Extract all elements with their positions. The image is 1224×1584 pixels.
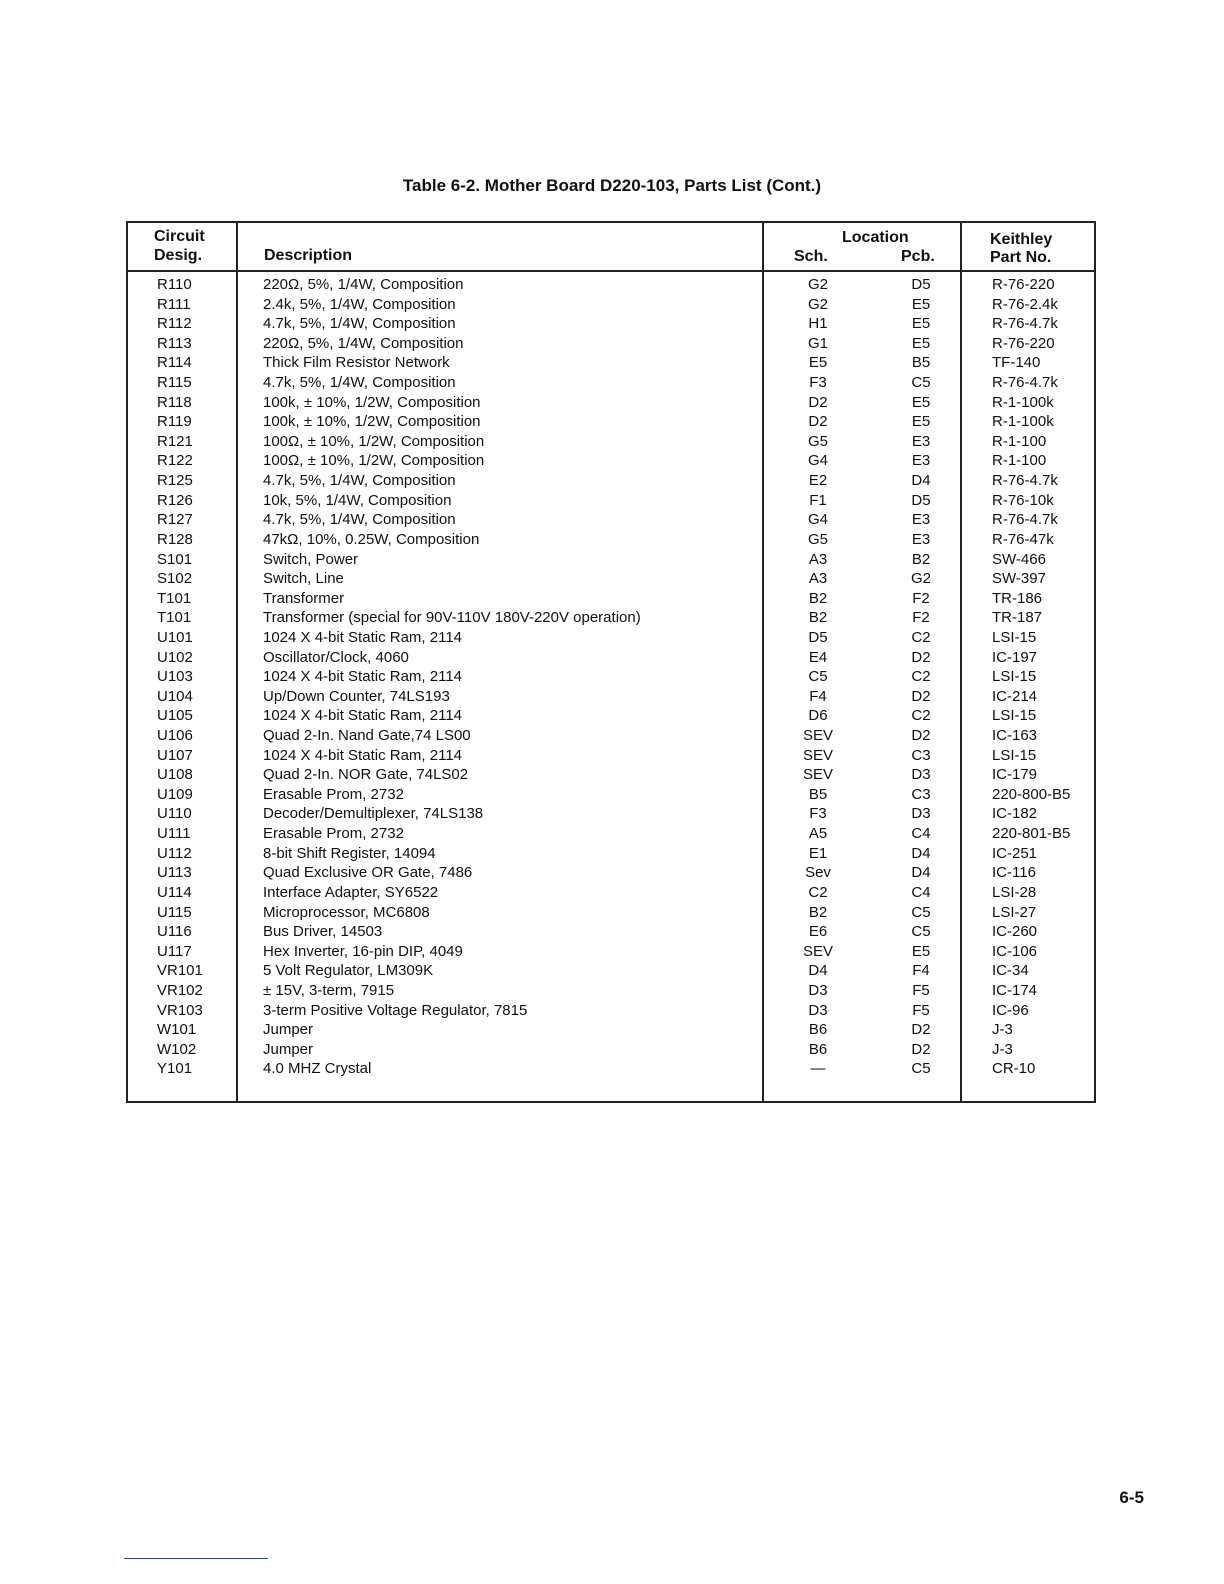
table-row bbox=[128, 393, 1094, 413]
table-row bbox=[128, 314, 1094, 334]
cell-sch: D3 bbox=[808, 981, 828, 999]
cell-desig: U103 bbox=[157, 668, 193, 686]
cell-sch: D2 bbox=[808, 413, 828, 431]
cell-sch: D4 bbox=[808, 962, 828, 980]
cell-pcb: D2 bbox=[911, 648, 931, 666]
cell-desig: U111 bbox=[157, 825, 191, 843]
cell-desig: U102 bbox=[157, 648, 193, 666]
cell-part-no: IC-174 bbox=[992, 981, 1038, 999]
table-body bbox=[128, 275, 1094, 1079]
cell-desig: R119 bbox=[157, 413, 192, 431]
table-row bbox=[128, 648, 1094, 668]
cell-desig: U104 bbox=[157, 687, 193, 705]
cell-pcb: C5 bbox=[911, 374, 931, 392]
cell-desig: R128 bbox=[157, 530, 193, 548]
cell-description: Oscillator/Clock, 4060 bbox=[263, 648, 409, 666]
cell-part-no: LSI-15 bbox=[992, 668, 1037, 686]
cell-desig: R115 bbox=[157, 374, 192, 392]
cell-description: Transformer bbox=[263, 589, 345, 607]
cell-description: Erasable Prom, 2732 bbox=[263, 785, 404, 803]
table-row bbox=[128, 726, 1094, 746]
cell-part-no: IC-251 bbox=[992, 844, 1038, 862]
cell-description: 2.4k, 5%, 1/4W, Composition bbox=[263, 295, 456, 313]
cell-pcb: D2 bbox=[911, 1040, 931, 1058]
cell-desig: W101 bbox=[157, 1021, 197, 1039]
cell-desig: Y101 bbox=[157, 1060, 193, 1078]
table-title: Table 6-2. Mother Board D220-103, Parts List (Cont.) bbox=[402, 176, 822, 195]
cell-pcb: G2 bbox=[910, 570, 931, 588]
cell-part-no: R-76-4.7k bbox=[992, 374, 1058, 392]
cell-desig: U106 bbox=[157, 727, 193, 745]
header-part-no: Part No. bbox=[990, 249, 1052, 266]
cell-desig: W102 bbox=[157, 1040, 197, 1058]
cell-desig: U115 bbox=[157, 903, 192, 921]
cell-sch: E6 bbox=[808, 923, 828, 941]
table-row bbox=[128, 1040, 1094, 1060]
table-row bbox=[128, 1020, 1094, 1040]
table-row bbox=[128, 863, 1094, 883]
cell-pcb: E3 bbox=[911, 511, 931, 529]
cell-sch: C5 bbox=[808, 668, 828, 686]
cell-pcb: D2 bbox=[911, 1021, 931, 1039]
cell-description: Up/Down Counter, 74LS193 bbox=[263, 687, 450, 705]
cell-description: Transformer (special for 90V-110V 180V-220V operation) bbox=[263, 609, 641, 627]
cell-pcb: F2 bbox=[912, 609, 930, 627]
table-row bbox=[128, 471, 1094, 491]
cell-part-no: R-76-4.7k bbox=[992, 315, 1058, 333]
cell-part-no: IC-116 bbox=[992, 864, 1036, 882]
cell-description: Jumper bbox=[263, 1040, 314, 1058]
cell-part-no: LSI-15 bbox=[992, 628, 1037, 646]
cell-part-no: R-1-100k bbox=[992, 393, 1054, 411]
cell-part-no: IC-106 bbox=[992, 942, 1038, 960]
header-circuit: Circuit bbox=[154, 228, 205, 245]
cell-sch: SEV bbox=[802, 746, 833, 764]
cell-desig: S102 bbox=[157, 570, 193, 588]
cell-desig: U117 bbox=[157, 942, 192, 960]
cell-sch: D2 bbox=[808, 393, 828, 411]
cell-desig: S101 bbox=[157, 550, 193, 568]
table-row bbox=[128, 961, 1094, 981]
cell-sch: B2 bbox=[808, 903, 828, 921]
cell-desig: U108 bbox=[157, 766, 193, 784]
cell-desig: VR103 bbox=[157, 1001, 203, 1019]
cell-desig: R122 bbox=[157, 452, 193, 470]
cell-part-no: R-1-100 bbox=[992, 432, 1047, 450]
cell-part-no: SW-397 bbox=[992, 570, 1046, 588]
cell-sch: B6 bbox=[808, 1021, 828, 1039]
cell-part-no: TR-187 bbox=[992, 609, 1043, 627]
table-row bbox=[128, 981, 1094, 1001]
cell-part-no: IC-197 bbox=[992, 648, 1038, 666]
cell-description: Thick Film Resistor Network bbox=[263, 354, 450, 372]
cell-description: 220Ω, 5%, 1/4W, Composition bbox=[263, 276, 464, 293]
cell-description: 4.0 MHZ Crystal bbox=[263, 1060, 372, 1078]
cell-part-no: SW-466 bbox=[992, 550, 1046, 568]
cell-description: 220Ω, 5%, 1/4W, Composition bbox=[263, 334, 464, 352]
cell-part-no: CR-10 bbox=[992, 1060, 1036, 1078]
cell-part-no: IC-182 bbox=[992, 805, 1038, 823]
cell-description: 4.7k, 5%, 1/4W, Composition bbox=[263, 472, 456, 490]
header-description: Description bbox=[264, 247, 353, 264]
table-row bbox=[128, 608, 1094, 628]
cell-sch: F4 bbox=[809, 687, 827, 705]
cell-part-no: IC-179 bbox=[992, 766, 1038, 784]
cell-description: Jumper bbox=[263, 1021, 314, 1039]
cell-pcb: D5 bbox=[911, 491, 931, 509]
cell-desig: R126 bbox=[157, 491, 193, 509]
cell-description: 8-bit Shift Register, 14094 bbox=[263, 844, 436, 862]
cell-pcb: C5 bbox=[911, 903, 931, 921]
table-row bbox=[128, 628, 1094, 648]
cell-description: Quad 2-In. Nand Gate,74 LS00 bbox=[263, 727, 471, 745]
cell-desig: R114 bbox=[157, 354, 192, 372]
cell-description: Bus Driver, 14503 bbox=[263, 923, 383, 941]
table-row bbox=[128, 667, 1094, 687]
cell-sch: G5 bbox=[807, 432, 828, 450]
cell-sch: G4 bbox=[807, 511, 828, 529]
table-row bbox=[128, 569, 1094, 589]
cell-desig: U113 bbox=[157, 864, 192, 882]
cell-description: Interface Adapter, SY6522 bbox=[263, 883, 439, 901]
table-row bbox=[128, 550, 1094, 570]
cell-pcb: D3 bbox=[911, 766, 931, 784]
cell-desig: U116 bbox=[157, 923, 192, 941]
cell-description: 100Ω, ± 10%, 1/2W, Composition bbox=[263, 432, 485, 450]
cell-part-no: R-76-220 bbox=[992, 334, 1055, 352]
cell-description: Hex Inverter, 16-pin DIP, 4049 bbox=[263, 942, 463, 960]
cell-part-no: R-1-100k bbox=[992, 413, 1054, 431]
cell-desig: U112 bbox=[157, 844, 192, 862]
cell-desig: U109 bbox=[157, 785, 193, 803]
cell-description: 1024 X 4-bit Static Ram, 2114 bbox=[263, 628, 462, 646]
cell-part-no: R-76-220 bbox=[992, 276, 1055, 293]
cell-sch: SEV bbox=[802, 766, 833, 784]
header-desig: Desig. bbox=[154, 247, 203, 264]
table-row bbox=[128, 942, 1094, 962]
cell-pcb: D4 bbox=[911, 472, 931, 490]
cell-description: Switch, Power bbox=[263, 550, 359, 568]
cell-pcb: C2 bbox=[911, 707, 931, 725]
table-row bbox=[128, 353, 1094, 373]
table-row bbox=[128, 922, 1094, 942]
cell-sch: C2 bbox=[808, 883, 828, 901]
cell-sch: D5 bbox=[808, 628, 828, 646]
cell-sch: G2 bbox=[807, 295, 828, 313]
table-row bbox=[128, 589, 1094, 609]
cell-desig: U114 bbox=[157, 883, 192, 901]
header-sch: Sch. bbox=[794, 248, 828, 265]
cell-pcb: E5 bbox=[911, 315, 931, 333]
cell-sch: E4 bbox=[808, 648, 828, 666]
cell-pcb: C2 bbox=[911, 668, 931, 686]
cell-pcb: D2 bbox=[911, 727, 931, 745]
cell-description: 100k, ± 10%, 1/2W, Composition bbox=[263, 413, 481, 431]
cell-pcb: E5 bbox=[911, 942, 931, 960]
cell-sch: E5 bbox=[808, 354, 828, 372]
cell-pcb: B5 bbox=[911, 354, 931, 372]
cell-desig: R113 bbox=[157, 334, 192, 352]
cell-sch: B6 bbox=[808, 1040, 828, 1058]
cell-part-no: R-76-10k bbox=[992, 491, 1054, 509]
cell-description: 1024 X 4-bit Static Ram, 2114 bbox=[263, 746, 462, 764]
table-row bbox=[128, 530, 1094, 550]
cell-pcb: E5 bbox=[911, 334, 931, 352]
cell-desig: R127 bbox=[157, 511, 193, 529]
parts-list-table bbox=[126, 221, 1096, 1103]
cell-part-no: IC-96 bbox=[992, 1001, 1029, 1019]
table-row bbox=[128, 746, 1094, 766]
cell-pcb: E3 bbox=[911, 530, 931, 548]
cell-sch: A3 bbox=[808, 550, 828, 568]
cell-desig: R110 bbox=[157, 276, 192, 293]
cell-sch: A3 bbox=[808, 570, 828, 588]
table-row bbox=[128, 491, 1094, 511]
cell-sch: A5 bbox=[808, 825, 828, 843]
cell-sch: G2 bbox=[807, 276, 828, 293]
cell-part-no: J-3 bbox=[992, 1040, 1013, 1058]
table-row bbox=[128, 785, 1094, 805]
cell-pcb: D3 bbox=[911, 805, 931, 823]
cell-pcb: D2 bbox=[911, 687, 931, 705]
table-row bbox=[128, 373, 1094, 393]
cell-desig: U110 bbox=[157, 805, 192, 823]
table-row bbox=[128, 275, 1094, 295]
header-keithley: Keithley bbox=[990, 231, 1053, 248]
header-pcb: Pcb. bbox=[901, 248, 935, 265]
cell-description: 100Ω, ± 10%, 1/2W, Composition bbox=[263, 452, 485, 470]
cell-pcb: C2 bbox=[911, 628, 931, 646]
cell-description: ± 15V, 3-term, 7915 bbox=[263, 981, 395, 999]
cell-pcb: C5 bbox=[911, 923, 931, 941]
cell-pcb: C4 bbox=[911, 883, 931, 901]
cell-desig: U105 bbox=[157, 707, 193, 725]
cell-sch: B2 bbox=[808, 609, 828, 627]
cell-sch: SEV bbox=[802, 727, 833, 745]
table-row bbox=[128, 412, 1094, 432]
table-row bbox=[128, 295, 1094, 315]
cell-description: 1024 X 4-bit Static Ram, 2114 bbox=[263, 668, 462, 686]
cell-description: Erasable Prom, 2732 bbox=[263, 825, 404, 843]
cell-pcb: B2 bbox=[911, 550, 931, 568]
cell-pcb: D4 bbox=[911, 864, 931, 882]
table-row bbox=[128, 765, 1094, 785]
cell-part-no: IC-163 bbox=[992, 727, 1038, 745]
cell-pcb: C3 bbox=[911, 785, 931, 803]
cell-pcb: C5 bbox=[911, 1060, 931, 1078]
cell-part-no: TF-140 bbox=[992, 354, 1041, 372]
cell-part-no: LSI-28 bbox=[992, 883, 1037, 901]
cell-desig: VR102 bbox=[157, 981, 203, 999]
cell-desig: R118 bbox=[157, 393, 192, 411]
cell-sch: E2 bbox=[808, 472, 828, 490]
header-location: Location bbox=[842, 229, 909, 246]
table-row bbox=[128, 510, 1094, 530]
cell-pcb: F5 bbox=[912, 1001, 930, 1019]
footer-rule bbox=[124, 1558, 268, 1559]
cell-description: 4.7k, 5%, 1/4W, Composition bbox=[263, 374, 456, 392]
cell-pcb: D5 bbox=[911, 276, 931, 293]
page-number: 6-5 bbox=[1119, 1488, 1144, 1507]
cell-description: Decoder/Demultiplexer, 74LS138 bbox=[263, 805, 484, 823]
cell-part-no: LSI-15 bbox=[992, 707, 1037, 725]
cell-part-no: R-1-100 bbox=[992, 452, 1047, 470]
cell-part-no: LSI-15 bbox=[992, 746, 1037, 764]
cell-part-no: TR-186 bbox=[992, 589, 1043, 607]
table-row bbox=[128, 1059, 1094, 1079]
cell-sch: B2 bbox=[808, 589, 828, 607]
cell-description: Quad 2-In. NOR Gate, 74LS02 bbox=[263, 766, 469, 784]
cell-description: 47kΩ, 10%, 0.25W, Composition bbox=[263, 530, 480, 548]
cell-desig: R125 bbox=[157, 472, 193, 490]
cell-part-no: IC-34 bbox=[992, 962, 1029, 980]
table-row bbox=[128, 804, 1094, 824]
cell-desig: U101 bbox=[157, 628, 193, 646]
cell-description: 5 Volt Regulator, LM309K bbox=[263, 962, 434, 980]
cell-part-no: IC-214 bbox=[992, 687, 1038, 705]
cell-sch: SEV bbox=[802, 942, 833, 960]
cell-sch: F3 bbox=[809, 805, 827, 823]
cell-part-no: LSI-27 bbox=[992, 903, 1037, 921]
cell-desig: VR101 bbox=[157, 962, 203, 980]
cell-pcb: F5 bbox=[912, 981, 930, 999]
table-row bbox=[128, 844, 1094, 864]
cell-part-no: R-76-2.4k bbox=[992, 295, 1058, 313]
cell-pcb: C4 bbox=[911, 825, 931, 843]
cell-description: Quad Exclusive OR Gate, 7486 bbox=[263, 864, 473, 882]
table-row bbox=[128, 824, 1094, 844]
cell-pcb: F2 bbox=[912, 589, 930, 607]
cell-pcb: E3 bbox=[911, 452, 931, 470]
cell-sch: — bbox=[810, 1060, 826, 1078]
cell-desig: T101 bbox=[157, 589, 192, 607]
cell-part-no: R-76-4.7k bbox=[992, 472, 1058, 490]
cell-desig: U107 bbox=[157, 746, 193, 764]
cell-sch: F1 bbox=[809, 491, 827, 509]
cell-sch: Sev bbox=[805, 864, 831, 882]
table-row bbox=[128, 903, 1094, 923]
cell-pcb: E3 bbox=[911, 432, 931, 450]
cell-part-no: R-76-4.7k bbox=[992, 511, 1058, 529]
cell-pcb: D4 bbox=[911, 844, 931, 862]
cell-pcb: E5 bbox=[911, 393, 931, 411]
cell-part-no: 220-801-B5 bbox=[992, 825, 1071, 843]
cell-sch: G1 bbox=[807, 334, 828, 352]
cell-desig: T101 bbox=[157, 609, 192, 627]
cell-part-no: R-76-47k bbox=[992, 530, 1054, 548]
table-row bbox=[128, 706, 1094, 726]
cell-desig: R111 bbox=[157, 295, 191, 313]
cell-desig: R112 bbox=[157, 315, 192, 333]
cell-part-no: J-3 bbox=[992, 1021, 1013, 1039]
cell-description: 4.7k, 5%, 1/4W, Composition bbox=[263, 511, 456, 529]
table-row bbox=[128, 1001, 1094, 1021]
cell-pcb: C3 bbox=[911, 746, 931, 764]
cell-description: 1024 X 4-bit Static Ram, 2114 bbox=[263, 707, 462, 725]
cell-description: 10k, 5%, 1/4W, Composition bbox=[263, 491, 452, 509]
table-row bbox=[128, 432, 1094, 452]
header-rule bbox=[128, 270, 1094, 272]
cell-sch: G4 bbox=[807, 452, 828, 470]
cell-part-no: 220-800-B5 bbox=[992, 785, 1071, 803]
cell-description: 100k, ± 10%, 1/2W, Composition bbox=[263, 393, 481, 411]
table-row bbox=[128, 451, 1094, 471]
cell-desig: R121 bbox=[157, 432, 193, 450]
cell-pcb: E5 bbox=[911, 295, 931, 313]
cell-pcb: E5 bbox=[911, 413, 931, 431]
cell-sch: H1 bbox=[808, 315, 828, 333]
cell-pcb: F4 bbox=[912, 962, 930, 980]
table-row bbox=[128, 334, 1094, 354]
cell-part-no: IC-260 bbox=[992, 923, 1038, 941]
cell-sch: G5 bbox=[807, 530, 828, 548]
cell-description: 4.7k, 5%, 1/4W, Composition bbox=[263, 315, 456, 333]
table-row bbox=[128, 883, 1094, 903]
cell-description: Microprocessor, MC6808 bbox=[263, 903, 430, 921]
cell-description: Switch, Line bbox=[263, 570, 344, 588]
cell-sch: F3 bbox=[809, 374, 827, 392]
table-row bbox=[128, 687, 1094, 707]
cell-description: 3-term Positive Voltage Regulator, 7815 bbox=[263, 1001, 528, 1019]
cell-sch: B5 bbox=[808, 785, 828, 803]
cell-sch: D3 bbox=[808, 1001, 828, 1019]
cell-sch: D6 bbox=[808, 707, 828, 725]
cell-sch: E1 bbox=[808, 844, 828, 862]
